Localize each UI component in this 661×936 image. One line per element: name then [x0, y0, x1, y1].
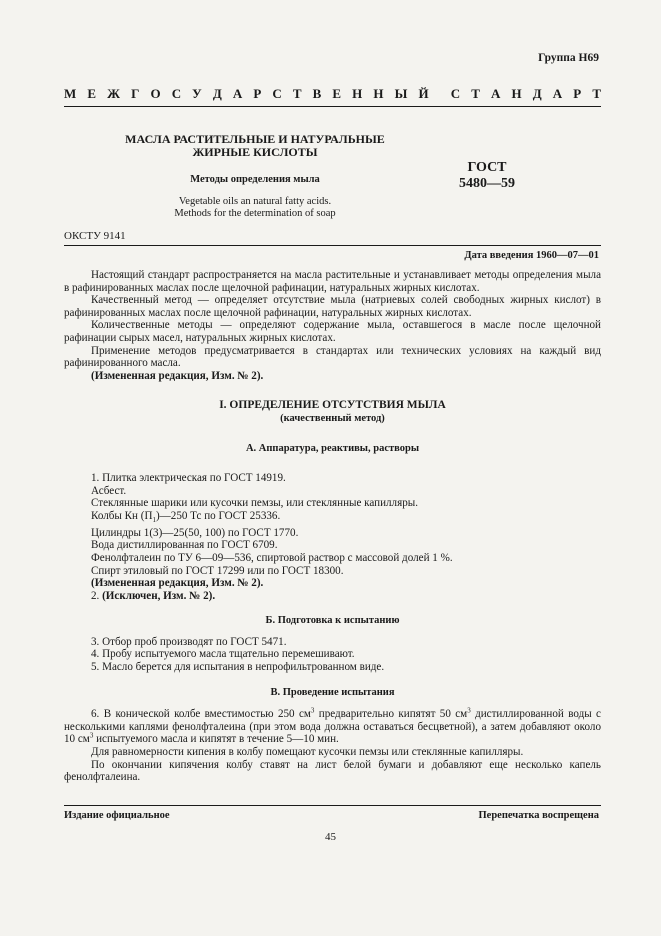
heading-letter: А	[552, 86, 563, 101]
intro-paragraph: Применение методов предусматривается в стандартах или технических условиях на каждый вид рафинированного масла.	[64, 344, 601, 370]
intro-paragraph: Количественные методы — определяют содержание мыла, оставшегося в масле после щелочной рафинации сырых масел, натуральных жирных кислотах.	[64, 319, 601, 344]
item-2-number: 2.	[91, 589, 103, 602]
list-item: Стеклянные шарики или кусочки пемзы, или стеклянные капилляры.	[91, 497, 418, 510]
part-a-title: А. Аппаратура, реактивы, растворы	[245, 442, 420, 454]
heading-letter: Н	[373, 86, 384, 101]
cubic-superscript: 3	[310, 706, 315, 715]
heading-letter: Д	[532, 86, 542, 101]
final-paragraph: По окончании кипячения колбу ставят на лист белой бумаги и добавляют еще несколько капель фенолфталеина.	[64, 758, 601, 784]
title-line-1: МАСЛА РАСТИТЕЛЬНЫЕ И НАТУРАЛЬНЫЕ	[125, 132, 385, 146]
list-item: Фенолфталеин по ТУ 6—09—536, спиртовой раствор с массовой долей 1 %.	[91, 551, 453, 564]
heading-letter: Т	[292, 86, 302, 101]
heading-letter: О	[150, 86, 161, 101]
boiling-paragraph: Для равномерности кипения в колбу помещают кусочки пемзы или стеклянные капилляры.	[91, 746, 524, 759]
heading-letter: Г	[131, 86, 140, 101]
part-b-title: Б. Подготовка к испытанию	[265, 615, 400, 627]
interstate-standard-heading	[64, 86, 601, 102]
heading-letter: В	[312, 86, 322, 101]
p6-text: предварительно кипятят 50 см	[314, 708, 468, 721]
group-code: Группа Н69	[538, 52, 599, 64]
page-number: 45	[325, 831, 336, 843]
heading-letter: Т	[471, 86, 480, 101]
flask-text: Колбы Кн (П	[91, 509, 153, 522]
intro-paragraph: Качественный метод — определяет отсутствие мыла (натриевых солей свободных жирных кислот) в рафинированных маслах после щелочной рафинации, натуральных жирных кислотах.	[64, 294, 601, 319]
list-item: Асбест.	[91, 484, 127, 497]
heading-letter: У	[192, 86, 202, 101]
subtitle: Методы определения мыла	[190, 174, 320, 185]
heading-letter: А	[491, 86, 501, 101]
body-text	[64, 269, 601, 784]
intro-edit-note: (Измененная редакция, Изм. № 2).	[91, 369, 264, 382]
part-a-edit-note: (Измененная редакция, Изм. № 2).	[91, 577, 264, 590]
section-1-subtitle: (качественный метод)	[280, 412, 385, 424]
gost-label: ГОСТ	[467, 160, 507, 175]
p6-text: 6. В конической колбе вместимостью 250 см	[91, 708, 311, 721]
p6-text: испытуемого масла и кипятят в течение 5—10 мин.	[93, 733, 339, 746]
list-item: 4. Пробу испытуемого масла тщательно перемешивают.	[91, 648, 355, 661]
item-2-text: (Исключен, Изм. № 2).	[102, 589, 216, 602]
heading-letter: Н	[352, 86, 363, 101]
okstu-rule	[64, 245, 601, 246]
heading-letter: Д	[212, 86, 222, 101]
title-block	[100, 133, 410, 220]
heading-letter: Е	[332, 86, 342, 101]
official-edition: Издание официальное	[64, 810, 170, 821]
list-item: Вода дистиллированная по ГОСТ 6709.	[91, 539, 278, 552]
flask-subscript: 1	[152, 516, 156, 525]
english-title-line-1: Vegetable oils an natural fatty acids.	[178, 196, 332, 207]
title-line-2: ЖИРНЫЕ КИСЛОТЫ	[192, 145, 318, 159]
heading-letter: С	[450, 86, 461, 101]
heading-letter: Й	[418, 86, 429, 101]
list-item: Спирт этиловый по ГОСТ 17299 или по ГОСТ 18300.	[91, 564, 344, 577]
heading-letter: С	[272, 86, 282, 101]
okstu-code: ОКСТУ 9141	[64, 230, 126, 242]
heading-letter: Р	[573, 86, 582, 101]
heading-letter: Т	[592, 86, 601, 101]
list-item: Цилиндры 1(3)—25(50, 100) по ГОСТ 1770.	[91, 526, 299, 539]
cubic-superscript: 3	[89, 731, 94, 740]
footer-rule	[64, 805, 601, 806]
part-v-title: В. Проведение испытания	[270, 686, 395, 698]
introduction-date: Дата введения 1960—07—01	[464, 250, 599, 261]
paragraph-6	[64, 708, 601, 746]
heading-letter: Е	[87, 86, 97, 101]
heading-letter: Р	[253, 86, 262, 101]
heading-letter: Н	[511, 86, 522, 101]
gost-designation	[455, 160, 519, 192]
footer	[64, 810, 599, 821]
heading-letter: С	[171, 86, 182, 101]
english-title-line-2: Methods for the determination of soap	[174, 208, 336, 219]
top-rule	[64, 106, 601, 107]
part-a-list	[64, 472, 601, 602]
cubic-superscript: 3	[467, 706, 471, 715]
flask-text-tail: )—250 Тс по ГОСТ 25336.	[155, 509, 281, 522]
intro-paragraph: Настоящий стандарт распространяется на масла растительные и устанавливает методы определения мыла в рафинированных маслах после щелочной рафинации, натуральных жирных кислотах.	[64, 269, 601, 294]
reprint-prohibited: Перепечатка воспрещена	[478, 810, 599, 821]
heading-letter: Ж	[107, 86, 120, 101]
list-item	[64, 510, 601, 527]
heading-letter: Ы	[394, 86, 408, 101]
list-item: 5. Масло берется для испытания в непрофильтрованном виде.	[91, 661, 385, 674]
list-item: 3. Отбор проб производят по ГОСТ 5471.	[91, 635, 287, 648]
heading-letter: М	[64, 86, 77, 101]
gost-number: 5480—59	[459, 176, 515, 191]
english-title	[100, 196, 410, 220]
list-item	[64, 590, 601, 603]
part-b-list	[64, 636, 601, 674]
p6-text: дистиллированной воды с несколькими каплями фенолфталеина (при этом вода должна оставаться бесцветной), а затем добавляют около 10 см	[64, 708, 601, 746]
heading-letter: А	[232, 86, 243, 101]
list-item: 1. Плитка электрическая по ГОСТ 14919.	[91, 472, 286, 485]
section-1-title: I. ОПРЕДЕЛЕНИЕ ОТСУТСТВИЯ МЫЛА	[219, 399, 446, 412]
